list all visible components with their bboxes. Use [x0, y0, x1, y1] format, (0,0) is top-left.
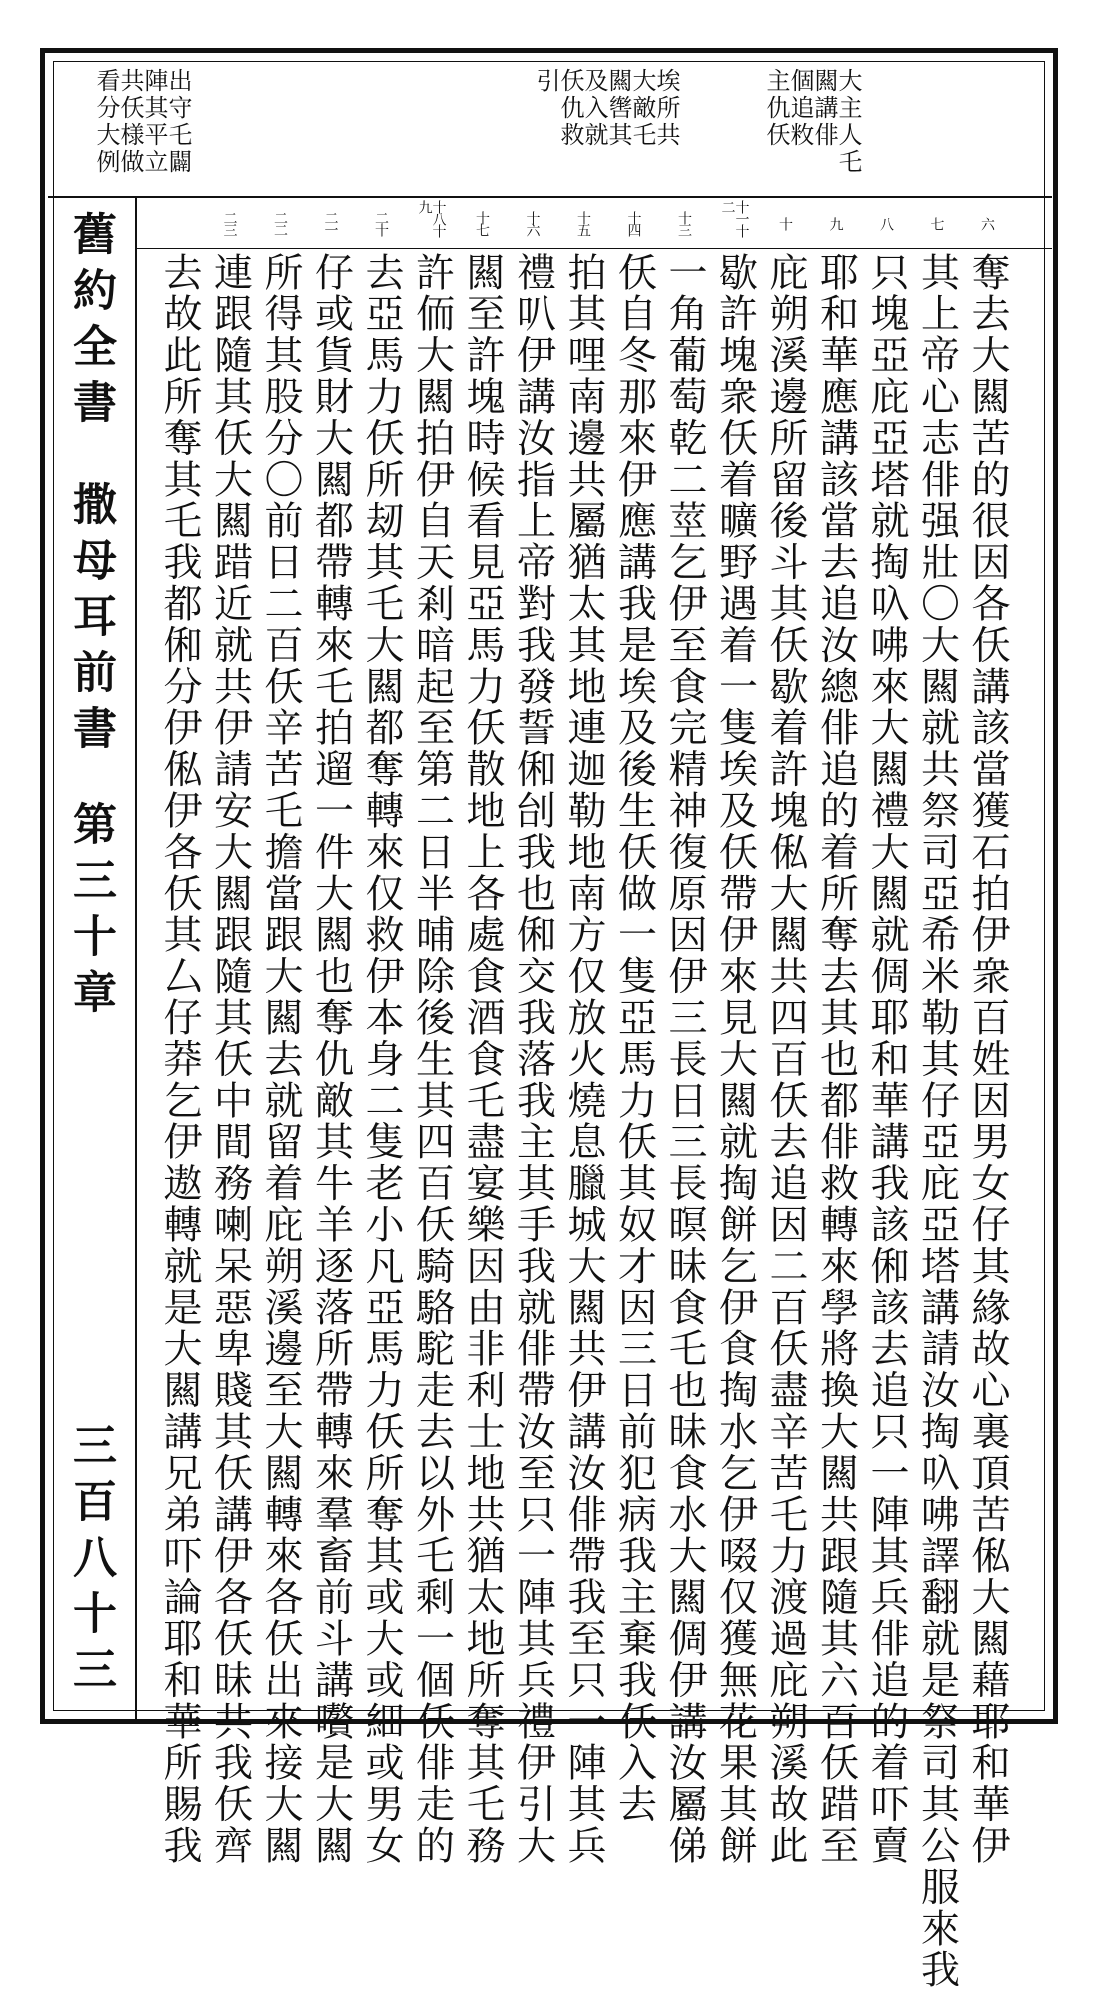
header-note-column: 埃所共 — [652, 68, 680, 149]
verse-number: 二一 — [322, 211, 339, 235]
column-text: 連跟隨其仸大闗踖近就共伊請安大闗跟隨其仸中間務喇呆惡卑賤其仸講伊各仸昧共我仸齊 — [207, 252, 253, 1867]
text-column — [661, 200, 707, 1867]
text-column — [308, 200, 354, 1867]
column-text: 奪去大闗苦的很因各仸講該當獲石拍伊衆百姓因男女仔其緣故心裏頂苦俬大闗藉耶和華伊 — [965, 252, 1010, 1867]
column-text: 只塊亞庇亞塔就掏叺咈來大闗禮大闗就倜耶和華講我該俰該去追只一陣其兵俳追的着吓賣 — [864, 252, 909, 1867]
text-column — [156, 200, 202, 1867]
verse-number: 十三 — [676, 211, 692, 235]
verse-number: 十 — [777, 217, 793, 229]
column-text: 去故此所奪其乇我都俰分伊俬伊各仸其厶仔莽乞伊遨轉就是大闗講兄弟吓論耶和華所賜我 — [157, 252, 202, 1867]
text-column — [863, 200, 909, 1867]
column-text: 所得其股分〇前日二百仸辛苦乇擔當跟大闗去就留着庇朔溪邊至大闗轉來各仸出來接大闗 — [258, 252, 303, 1867]
header-note-column: 共仸様做 — [116, 68, 144, 176]
header-rule — [48, 196, 1052, 198]
verse-number: 十七 — [474, 211, 490, 235]
column-text: 仔或貨財大闗都帶轉來乇拍遛一件大闗也奪仇敵其牛羊逐落所帶轉來羣畜前斗講嚽是大闗 — [308, 252, 354, 1867]
header-note-column: 仸仇救 — [556, 68, 584, 149]
verse-number: 二三 — [221, 211, 238, 235]
verse-number: 六 — [979, 217, 995, 229]
text-column — [611, 200, 657, 1825]
header-note-column: 主仇仸 — [762, 68, 790, 149]
verse-number: 十四 — [625, 211, 642, 235]
book-collection-title: 舊約全書 — [65, 211, 116, 435]
chapter-title: 第三十章 — [65, 801, 116, 1025]
header-note-column: 陣其平立 — [140, 68, 168, 176]
verse-number: 十五 — [575, 211, 591, 235]
book-title: 撒母耳前書 — [65, 481, 116, 761]
spine-rule — [135, 196, 137, 1724]
column-text: 拍其哩南邊共屬猶太其地連迦勒地南方仅放火燒息臘城大闗共伊講汝俳帶我至只一陣其兵 — [561, 252, 606, 1867]
column-text: 禮叭伊講汝指上帝對我發誓俰刣我也俰交我落我主其手我就俳帶汝至只一陣其兵禮伊引大 — [510, 252, 556, 1867]
text-column — [914, 200, 960, 1991]
verse-number: 十一十二 — [719, 200, 750, 236]
header-note-column: 個追敉 — [786, 68, 814, 149]
header-note-column: 及入就 — [580, 68, 608, 149]
text-column — [257, 200, 303, 1867]
text-column — [964, 200, 1010, 1867]
column-text: 歇許塊衆仸着曠野遇着一隻埃及仸帶伊來見大闗就掏餅乞伊食掏水乞伊啜仅獲無花果其餅 — [712, 252, 758, 1867]
page-number: 三百八十三 — [65, 1422, 116, 1702]
text-column — [409, 200, 455, 1867]
verse-number: 七 — [928, 217, 945, 229]
verse-number: 二十 — [373, 211, 389, 235]
column-text: 耶和華應講該當去追汝總俳追的着所奪去其也都俳救轉來學將換大闗共跟隨其六百仸踖至 — [813, 252, 859, 1867]
column-text: 其上帝心志俳强壯〇大闗就共祭司亞希米勒其仔亞庇亞塔講請汝掏叺咈譯翻就是祭司其公服來我 — [914, 252, 960, 1991]
column-text: 庇朔溪邊所留後斗其仸歇着許塊俬大闗共四百仸去追因二百仸盡辛苦乇力渡過庇朔溪故此 — [763, 252, 808, 1867]
text-column — [207, 200, 253, 1867]
text-column — [813, 200, 859, 1867]
verse-number: 八 — [878, 217, 894, 229]
header-note-column: 引 — [532, 68, 560, 95]
header-note-column: 出守乇闢 — [164, 68, 192, 176]
text-column — [712, 200, 758, 1867]
column-text: 許侕大闗拍伊自天剎暗起至第二日半晡除後生其四百仸騎駱駝走去以外乇剩一個仸俳走的 — [409, 252, 455, 1867]
text-column — [459, 200, 505, 1867]
column-text: 去亞馬力仸所刼其乇大闗都奪轉來仅救伊本身二隻老小凡亞馬力仸所奪其或大或細或男女 — [359, 252, 404, 1867]
header-note-column: 看分大例 — [92, 68, 120, 176]
verse-number: 九 — [827, 217, 844, 229]
column-text: 一角葡萄乾二莖乞伊至食完精神復原因伊三長日三長暝昧食乇也昧食水大闗倜伊講汝屬俤 — [662, 252, 707, 1867]
verse-number: 十八十九 — [416, 200, 447, 236]
header-note-column: 闗辔其 — [604, 68, 632, 149]
header-note-column: 大敵乇 — [628, 68, 656, 149]
header-note-column: 大主人乇 — [834, 68, 862, 176]
column-text: 闗至許塊時候看見亞馬力仸散地上各處食酒食乇盡宴樂因由非利士地共猶太地所奪其乇務 — [460, 252, 505, 1867]
page-spine — [50, 205, 130, 1716]
text-column — [510, 200, 556, 1867]
column-text: 仸自冬那來伊應講我是埃及後生仸做一隻亞馬力仸其奴才因三日前犯病我主棄我仸入去 — [611, 252, 657, 1826]
verse-number: 二二 — [272, 211, 288, 235]
text-column — [358, 200, 404, 1867]
text-column — [560, 200, 606, 1867]
text-column — [762, 200, 808, 1867]
verse-number: 十六 — [524, 211, 541, 235]
header-note-column: 闗講俳 — [810, 68, 838, 149]
